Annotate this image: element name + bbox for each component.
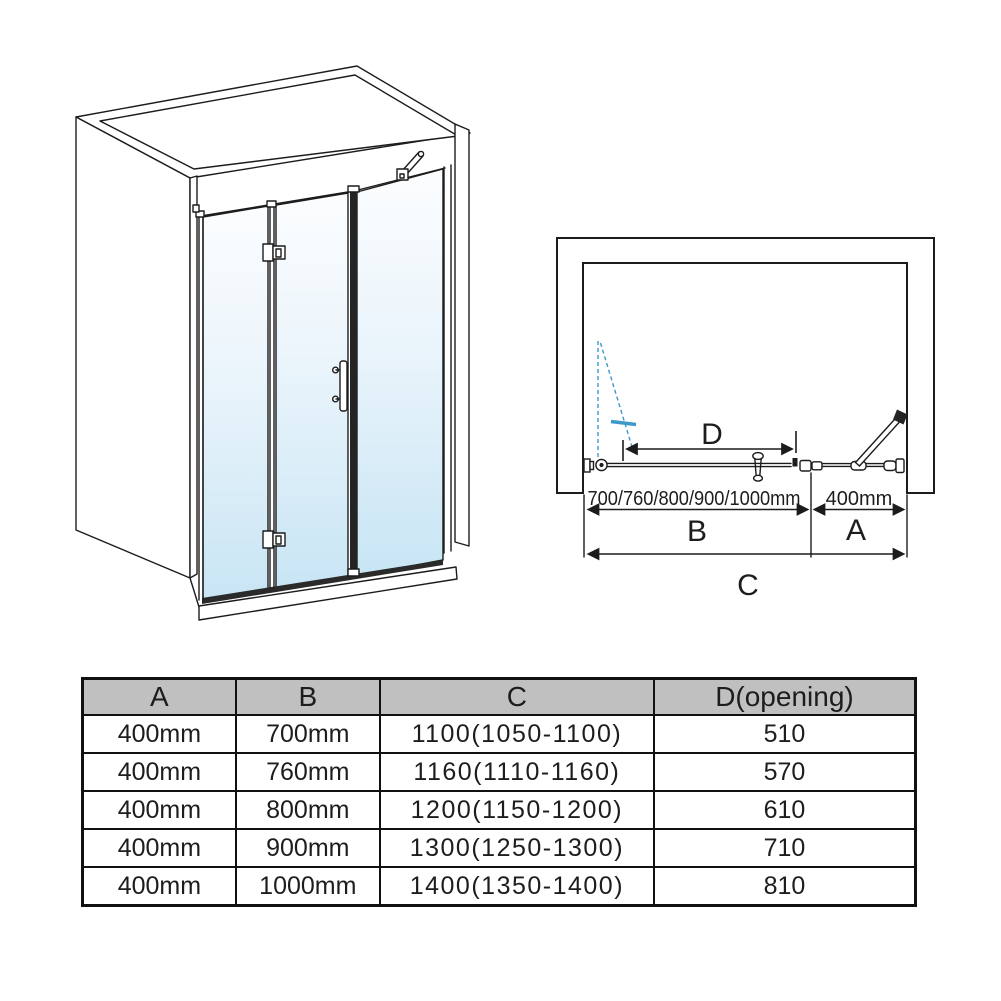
wall-bracket-icon <box>884 459 904 473</box>
dim-b-label: B <box>686 515 708 548</box>
cell-b: 800mm <box>236 791 380 829</box>
cell-b: 760mm <box>236 753 380 791</box>
cell-b: 900mm <box>236 829 380 867</box>
cell-a: 400mm <box>83 829 236 867</box>
dim-a-label: A <box>845 514 867 547</box>
cell-c: 1400(1350-1400) <box>380 867 654 906</box>
left-wall-edge <box>190 176 197 578</box>
b-sizes-label: 700/760/800/900/1000mm <box>587 488 801 510</box>
dim-d-label: D <box>701 418 723 451</box>
pivot-hinge-icon <box>584 459 607 472</box>
wall-outline <box>557 238 934 493</box>
spec-table <box>81 677 917 907</box>
floor-line <box>190 578 199 607</box>
cell-a: 400mm <box>83 715 236 753</box>
bifold-panel-left-glass <box>203 206 268 602</box>
cell-d: 510 <box>654 715 916 753</box>
right-wall <box>455 124 469 546</box>
table-header-row <box>83 679 916 716</box>
table-row <box>83 753 916 791</box>
cell-c: 1100(1050-1100) <box>380 715 654 753</box>
fold-hinge-top-icon <box>263 244 285 261</box>
table-row <box>83 867 916 906</box>
cell-d: 710 <box>654 829 916 867</box>
cell-c: 1200(1150-1200) <box>380 791 654 829</box>
a-size-label: 400mm <box>825 488 893 510</box>
door-swing-guides <box>598 341 636 460</box>
dim-c-label: C <box>737 569 759 602</box>
cell-a: 400mm <box>83 867 236 906</box>
column-header-a: A <box>83 679 236 716</box>
table-row <box>83 829 916 867</box>
pivot-post <box>350 191 357 571</box>
table-row <box>83 791 916 829</box>
cell-d: 610 <box>654 791 916 829</box>
cell-c: 1160(1110-1160) <box>380 753 654 791</box>
table-row <box>83 715 916 753</box>
fixed-panel-glass <box>357 169 443 576</box>
enclosure-3d-view <box>55 45 510 645</box>
cell-d: 570 <box>654 753 916 791</box>
column-header-b: B <box>236 679 380 716</box>
cell-a: 400mm <box>83 791 236 829</box>
fold-hinge-bottom-icon <box>263 531 285 548</box>
left-wall <box>76 117 190 578</box>
plan-dimension-view <box>545 225 955 605</box>
cell-c: 1300(1250-1300) <box>380 829 654 867</box>
column-header-d: D(opening) <box>654 679 916 716</box>
cell-b: 1000mm <box>236 867 380 906</box>
cell-d: 810 <box>654 867 916 906</box>
cell-b: 700mm <box>236 715 380 753</box>
column-header-c: C <box>380 679 654 716</box>
bifold-panel-right-glass <box>276 193 348 590</box>
cell-a: 400mm <box>83 753 236 791</box>
panel-hinge-icon <box>800 461 822 472</box>
